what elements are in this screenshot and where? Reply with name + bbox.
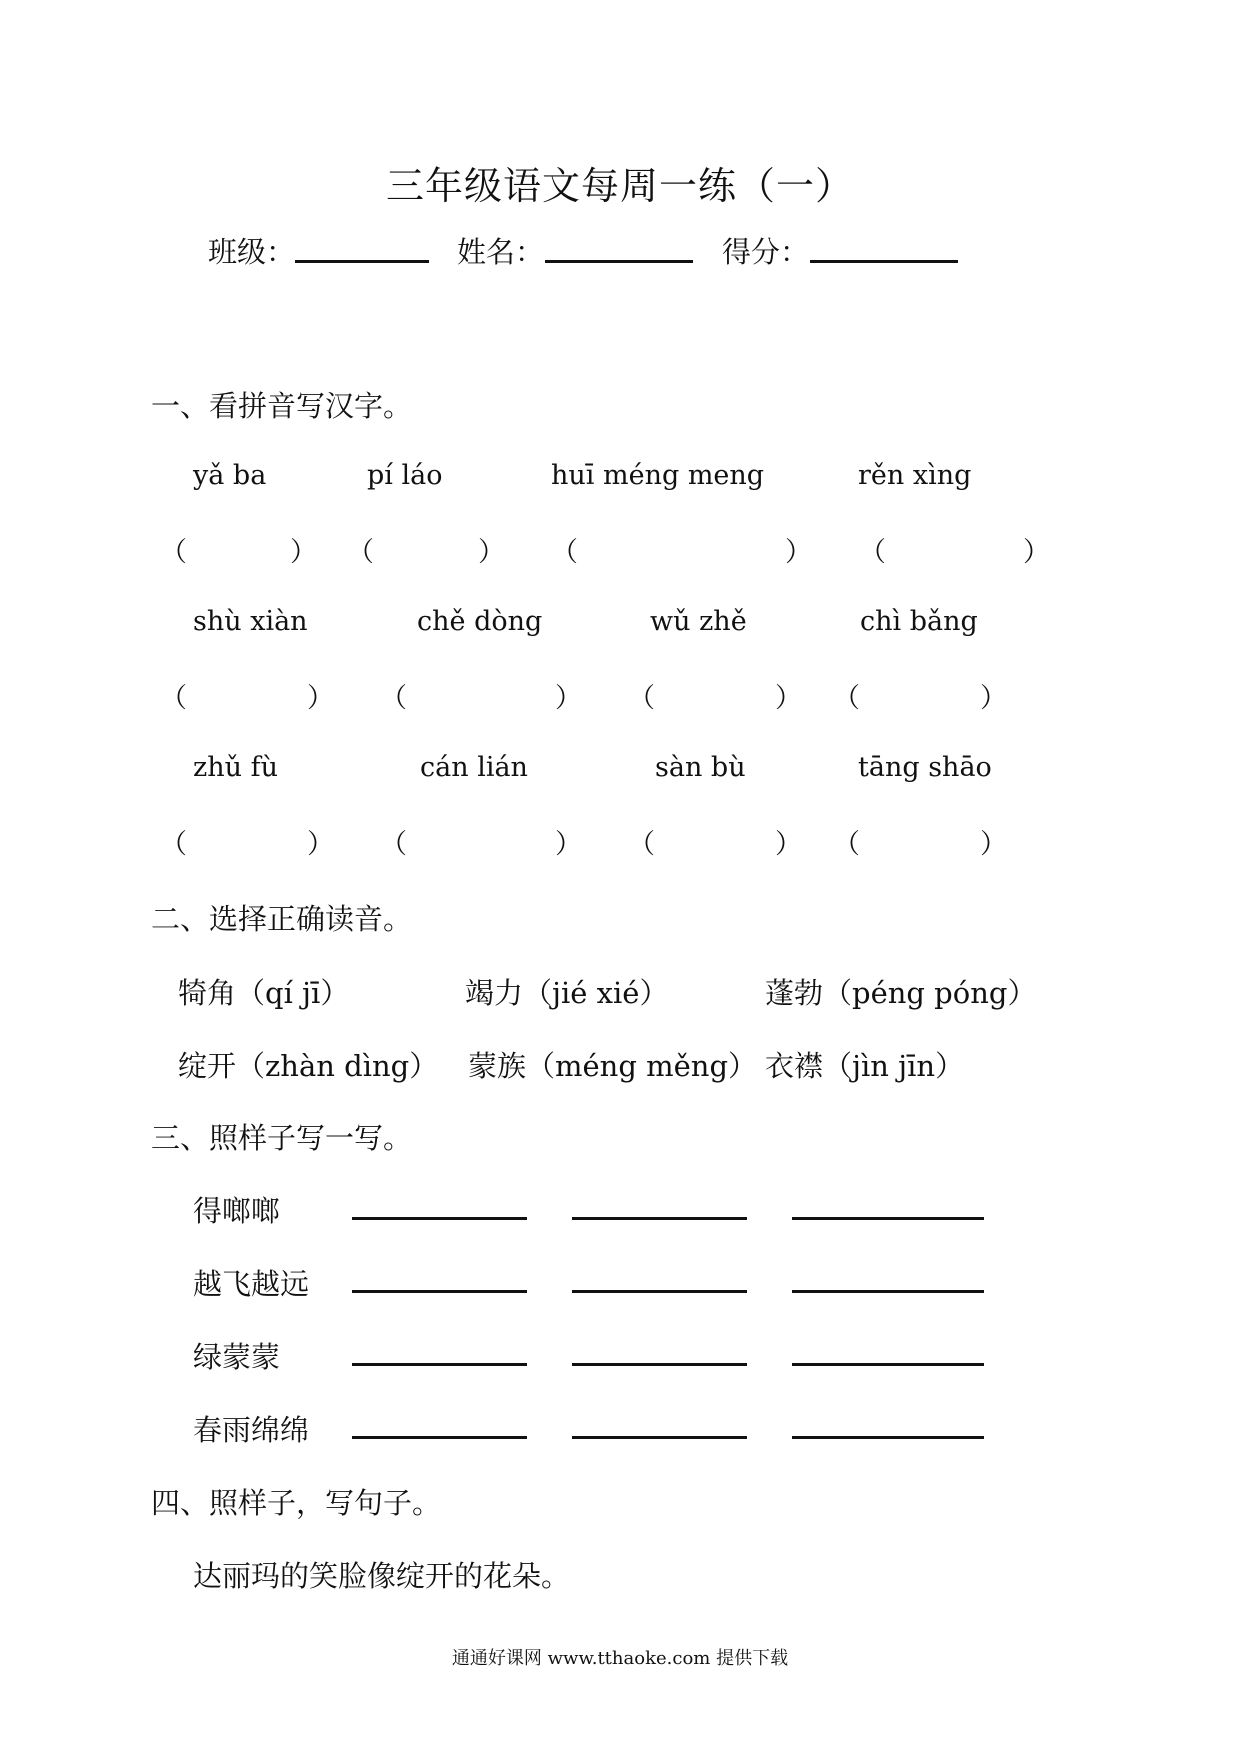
reading-choice-item: 犄角（qí jī）: [178, 976, 350, 1010]
pinyin-item: chì bǎng: [860, 606, 978, 637]
pinyin-item: huī méng meng: [551, 460, 765, 491]
answer-line[interactable]: [572, 1290, 747, 1293]
pinyin-item: sàn bù: [655, 752, 746, 783]
answer-paren-open: （: [380, 829, 407, 860]
example-word: 越飞越远: [193, 1267, 310, 1301]
pinyin-item: zhǔ fù: [193, 752, 278, 783]
answer-paren-close: ）: [980, 829, 1007, 860]
answer-paren-open: （: [347, 537, 374, 568]
class-label: 班级：: [208, 235, 296, 269]
answer-paren-close: ）: [290, 537, 317, 568]
answer-paren-close: ）: [775, 829, 802, 860]
reading-choice-item: 衣襟（jìn jīn）: [765, 1049, 965, 1083]
section-4-heading: 四、照样子，写句子。: [151, 1486, 442, 1520]
answer-line[interactable]: [792, 1290, 984, 1293]
example-word: 春雨绵绵: [193, 1413, 310, 1447]
pinyin-item: chě dòng: [417, 606, 543, 637]
pinyin-item: pí láo: [367, 460, 443, 491]
answer-paren-close: ）: [478, 537, 505, 568]
answer-paren-open: （: [859, 537, 886, 568]
answer-line[interactable]: [352, 1363, 527, 1366]
score-label: 得分：: [722, 235, 810, 269]
section-3-heading: 三、照样子写一写。: [151, 1121, 413, 1155]
page-title: 三年级语文每周一练（一）: [385, 164, 854, 208]
pinyin-item: shù xiàn: [193, 606, 308, 637]
reading-choice-item: 蓬勃（péng póng）: [765, 976, 1037, 1010]
answer-paren-close: ）: [555, 829, 582, 860]
example-sentence: 达丽玛的笑脸像绽开的花朵。: [193, 1559, 571, 1593]
reading-choice-item: 绽开（zhàn dìng）: [178, 1049, 439, 1083]
answer-line[interactable]: [352, 1217, 527, 1220]
answer-paren-close: ）: [555, 683, 582, 714]
footer-text: 通通好课网 www.tthaoke.com 提供下载: [451, 1648, 789, 1669]
answer-paren-close: ）: [307, 829, 334, 860]
reading-choice-item: 竭力（jié xié）: [465, 976, 669, 1010]
answer-line[interactable]: [572, 1436, 747, 1439]
answer-line[interactable]: [352, 1436, 527, 1439]
name-label: 姓名：: [457, 235, 545, 269]
answer-paren-open: （: [160, 683, 187, 714]
pinyin-item: yǎ ba: [193, 460, 267, 491]
answer-paren-close: ）: [775, 683, 802, 714]
answer-paren-close: ）: [785, 537, 812, 568]
example-word: 绿蒙蒙: [193, 1340, 281, 1374]
pinyin-item: rěn xìng: [858, 460, 972, 491]
answer-line[interactable]: [572, 1217, 747, 1220]
reading-choice-item: 蒙族（méng měng）: [468, 1049, 758, 1083]
answer-paren-open: （: [833, 829, 860, 860]
answer-paren-open: （: [551, 537, 578, 568]
answer-line[interactable]: [572, 1363, 747, 1366]
answer-line[interactable]: [792, 1363, 984, 1366]
answer-paren-open: （: [160, 537, 187, 568]
answer-paren-open: （: [628, 829, 655, 860]
score-field[interactable]: [810, 260, 958, 263]
name-field[interactable]: [545, 260, 693, 263]
answer-paren-open: （: [160, 829, 187, 860]
pinyin-item: tāng shāo: [858, 752, 992, 783]
answer-line[interactable]: [792, 1436, 984, 1439]
section-1-heading: 一、看拼音写汉字。: [151, 389, 413, 423]
answer-line[interactable]: [352, 1290, 527, 1293]
answer-paren-close: ）: [307, 683, 334, 714]
answer-paren-open: （: [380, 683, 407, 714]
answer-paren-open: （: [628, 683, 655, 714]
answer-line[interactable]: [792, 1217, 984, 1220]
answer-paren-open: （: [833, 683, 860, 714]
example-word: 得啷啷: [193, 1194, 281, 1228]
section-2-heading: 二、选择正确读音。: [151, 902, 413, 936]
pinyin-item: cán lián: [420, 752, 528, 783]
class-field[interactable]: [295, 260, 429, 263]
pinyin-item: wǔ zhě: [650, 606, 747, 637]
answer-paren-close: ）: [1023, 537, 1050, 568]
answer-paren-close: ）: [980, 683, 1007, 714]
